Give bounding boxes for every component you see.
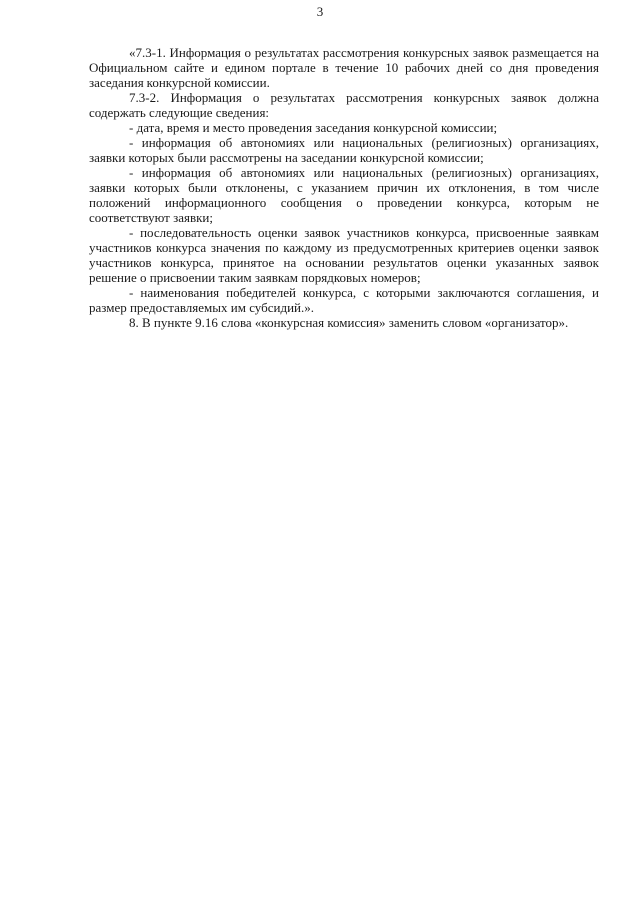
list-item-evaluation-sequence: - последовательность оценки заявок участников конкурса, присвоенные заявкам участников конкурса значения по каждому из предусмотренных критериев оценки заявок участников конкурса, принятое на основании результатов оценки указанных заявок решение о присвоении таким заявкам порядковых номеров; xyxy=(89,225,599,285)
list-item-rejected-organizations: - информация об автономиях или национальных (религиозных) организациях, заявки которых были отклонены, с указанием причин их отклонения, в том числе положений информационного сообщения о проведении конкурса, которым не соответствуют заявки; xyxy=(89,165,599,225)
list-item-reviewed-organizations: - информация об автономиях или национальных (религиозных) организациях, заявки которых были рассмотрены на заседании конкурсной комиссии; xyxy=(89,135,599,165)
page-number: 3 xyxy=(316,4,324,19)
list-item-meeting-details: - дата, время и место проведения заседания конкурсной комиссии; xyxy=(129,120,498,135)
list-item-winners: - наименования победителей конкурса, с которыми заключаются соглашения, и размер предоставляемых им субсидий.». xyxy=(89,285,599,315)
document-body xyxy=(89,45,599,330)
paragraph-8: 8. В пункте 9.16 слова «конкурсная комиссия» заменить словом «организатор». xyxy=(129,315,569,330)
paragraph-7-3-1: «7.3-1. Информация о результатах рассмотрения конкурсных заявок размещается на Официальном сайте и едином портале в течение 10 рабочих дней со дня проведения заседания конкурсной комиссии. xyxy=(89,45,599,90)
paragraph-7-3-2: 7.3-2. Информация о результатах рассмотрения конкурсных заявок должна содержать следующие сведения: xyxy=(89,90,599,120)
